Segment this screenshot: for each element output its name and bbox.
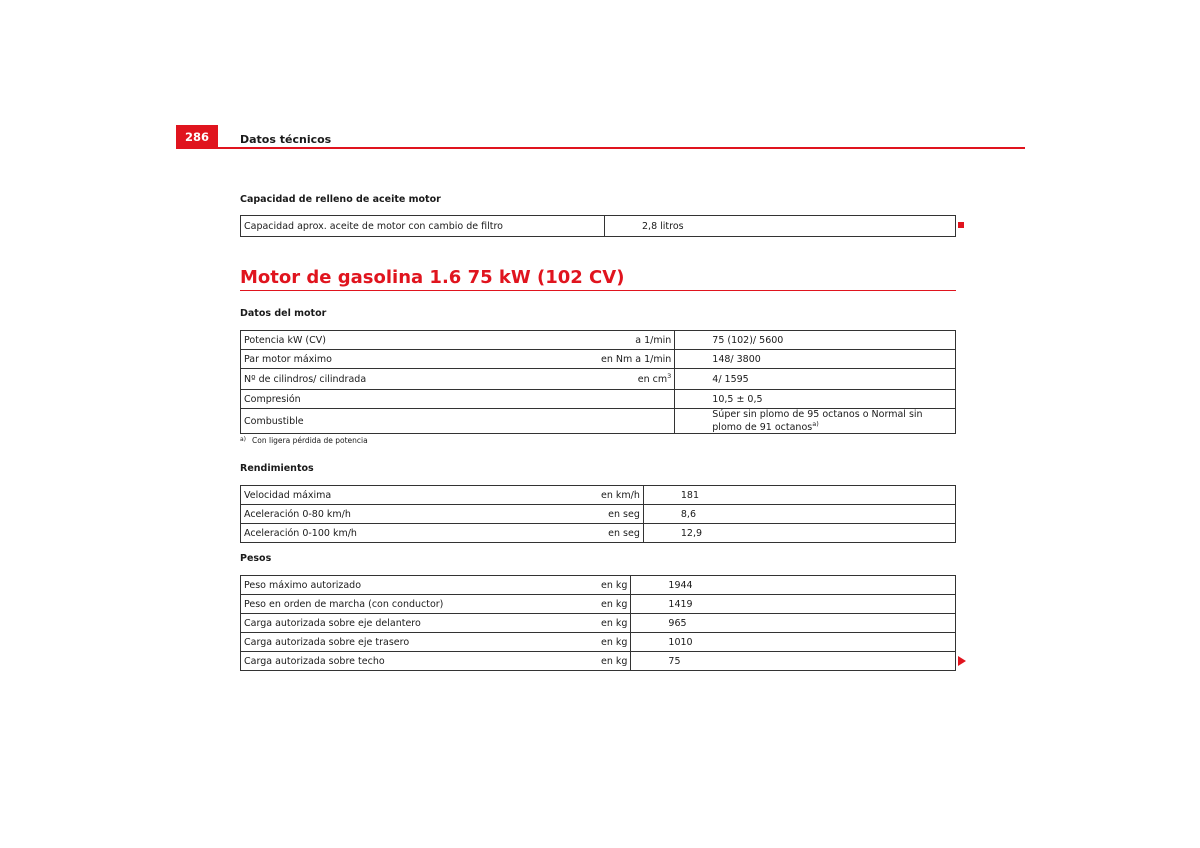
table-row [241,652,956,671]
performance-unit: en seg [598,524,643,543]
unit-superscript: 3 [667,372,672,381]
weights-value: 75 [631,652,956,671]
engine-unit: en cm [637,374,668,386]
table-row [241,576,956,595]
header-rule [176,147,1025,149]
engine-table [240,330,956,434]
table-row [241,524,956,543]
chapter-title: Datos técnicos [240,133,332,146]
engine-label: Compresión [241,390,599,409]
table-row [241,486,956,505]
engine-unit [598,409,675,434]
weights-label: Peso en orden de marcha (con conductor) [241,595,599,614]
engine-unit: a 1/min [598,331,675,350]
red-square-end-icon [958,222,964,228]
page-number-badge [176,125,218,149]
red-triangle-continue-icon [958,656,966,666]
engine-value: 148/ 3800 [675,350,956,369]
weights-unit: en kg [598,576,631,595]
table-row [241,633,956,652]
engine-unit: en Nm a 1/min [598,350,675,369]
oil-label: Capacidad aprox. aceite de motor con cambio de filtro [241,216,599,237]
weights-unit: en kg [598,614,631,633]
engine-value: 4/ 1595 [675,369,956,390]
engine-label: Par motor máximo [241,350,599,369]
table-row [241,614,956,633]
performance-value: 181 [643,486,955,505]
footnote-mark: a) [240,436,247,443]
weights-table [240,575,956,671]
weights-label: Carga autorizada sobre eje delantero [241,614,599,633]
performance-value: 12,9 [643,524,955,543]
oil-value: 2,8 litros [605,216,956,237]
title-rule [240,290,956,291]
performance-label: Velocidad máxima [241,486,599,505]
engine-unit [598,390,675,409]
engine-value: 75 (102)/ 5600 [675,331,956,350]
weights-value: 965 [631,614,956,633]
footnote [240,436,368,445]
engine-unit-cell [598,369,675,390]
table-row [241,350,956,369]
weights-unit: en kg [598,595,631,614]
weights-value: 1944 [631,576,956,595]
weights-unit: en kg [598,652,631,671]
weights-heading: Pesos [240,553,272,564]
engine-value: Súper sin plomo de 95 octanos o Normal sin plomo de 91 octanos [712,409,923,434]
table-row [241,505,956,524]
footnote-reference: a) [812,420,819,428]
table-row [241,216,956,237]
table-row [241,369,956,390]
weights-label: Carga autorizada sobre eje trasero [241,633,599,652]
performance-unit: en seg [598,505,643,524]
performance-value: 8,6 [643,505,955,524]
engine-label: Potencia kW (CV) [241,331,599,350]
performance-label: Aceleración 0-80 km/h [241,505,599,524]
page-number: 286 [184,130,209,144]
weights-value: 1010 [631,633,956,652]
oil-heading: Capacidad de relleno de aceite motor [240,194,441,205]
engine-heading: Datos del motor [240,308,327,319]
section-title: Motor de gasolina 1.6 75 kW (102 CV) [240,267,625,288]
performance-heading: Rendimientos [240,463,314,474]
performance-unit: en km/h [598,486,643,505]
table-row [241,390,956,409]
weights-label: Peso máximo autorizado [241,576,599,595]
performance-label: Aceleración 0-100 km/h [241,524,599,543]
footnote-text: Con ligera pérdida de potencia [252,436,368,445]
weights-value: 1419 [631,595,956,614]
engine-value-cell [675,409,956,434]
engine-value: 10,5 ± 0,5 [675,390,956,409]
weights-unit: en kg [598,633,631,652]
oil-table [240,215,956,237]
engine-label: Nº de cilindros/ cilindrada [241,369,599,390]
engine-label: Combustible [241,409,599,434]
table-row [241,595,956,614]
weights-label: Carga autorizada sobre techo [241,652,599,671]
table-row [241,409,956,434]
performance-table [240,485,956,543]
table-row [241,331,956,350]
